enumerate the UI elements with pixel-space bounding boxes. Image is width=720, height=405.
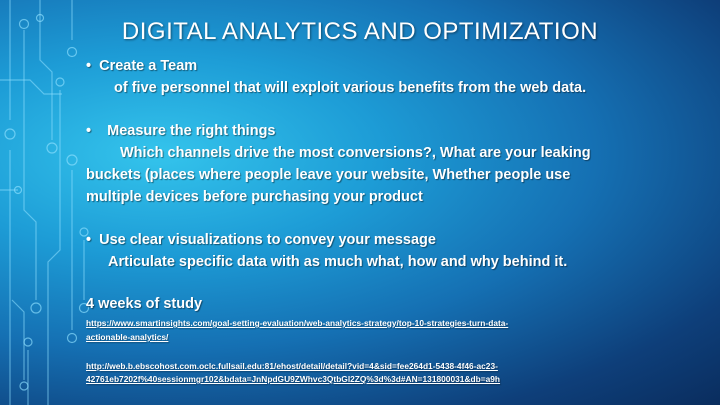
reference-link-1-line-2[interactable]: actionable-analytics/ bbox=[86, 332, 169, 342]
create-team-heading: Create a Team bbox=[99, 58, 198, 74]
measure-line-3: multiple devices before purchasing your product bbox=[86, 189, 423, 205]
bullet-glyph: • bbox=[86, 58, 92, 74]
bullet-create-team bbox=[86, 58, 197, 74]
create-team-detail: of five personnel that will exploit various benefits from the web data. bbox=[114, 80, 587, 96]
bullet-glyph: • bbox=[86, 232, 92, 248]
bullet-glyph: • bbox=[86, 123, 92, 139]
reference-link-2-line-2[interactable]: 42761eb7202f%40sessionmgr102&bdata=JnNpdGU9ZWhvc3QtbGl2ZQ%3d%3d#AN=131800031&db=a9h bbox=[86, 374, 501, 384]
study-duration: 4 weeks of study bbox=[86, 296, 203, 312]
measure-heading: Measure the right things bbox=[107, 123, 276, 139]
measure-line-1: Which channels drive the most conversions?, What are your leaking bbox=[120, 145, 591, 161]
slide-title: DIGITAL ANALYTICS AND OPTIMIZATION bbox=[121, 18, 599, 45]
reference-link-1-line-1[interactable]: https://www.smartinsights.com/goal-setting-evaluation/web-analytics-strategy/top-10-strategies-turn-data- bbox=[86, 318, 509, 328]
visualizations-detail: Articulate specific data with as much what, how and why behind it. bbox=[108, 254, 568, 270]
visualizations-heading: Use clear visualizations to convey your message bbox=[99, 232, 436, 248]
bullet-visualizations bbox=[86, 232, 436, 248]
measure-line-2: buckets (places where people leave your website, Whether people use bbox=[86, 167, 571, 183]
bullet-measure bbox=[86, 123, 276, 139]
reference-link-2-line-1[interactable]: http://web.b.ebscohost.com.oclc.fullsail.edu:81/ehost/detail/detail?vid=4&sid=fee264d1-5438-4f46-ac23- bbox=[86, 361, 498, 371]
